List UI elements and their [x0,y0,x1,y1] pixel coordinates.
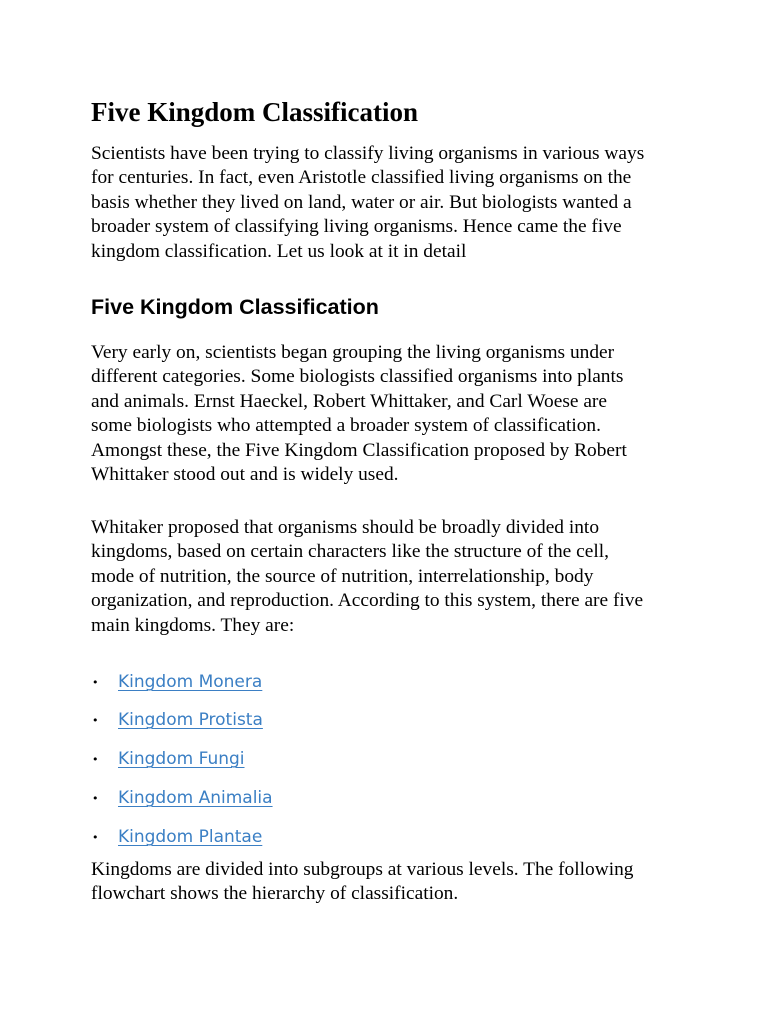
link-kingdom-fungi[interactable]: Kingdom Fungi [118,749,245,769]
closing-line: flowchart shows the hierarchy of classification. [91,883,459,905]
bullet-icon: • [92,714,99,727]
intro-line: for centuries. In fact, even Aristotle classified living organisms on the [91,167,632,189]
bullet-icon: • [92,792,99,805]
closing-line: Kingdoms are divided into subgroups at various levels. The following [91,859,634,880]
link-kingdom-plantae[interactable]: Kingdom Plantae [118,827,263,847]
bullet-icon: • [92,831,99,844]
history-line: and animals. Ernst Haeckel, Robert Whittaker, and Carl Woese are [91,390,607,412]
criteria-paragraph [91,516,691,638]
history-paragraph [91,341,691,487]
criteria-line: main kingdoms. They are: [91,614,295,636]
criteria-line: Whitaker proposed that organisms should be broadly divided into [91,517,600,538]
criteria-line: organization, and reproduction. According to this system, there are five [91,590,644,612]
criteria-line: kingdoms, based on certain characters like the structure of the cell, [91,541,609,563]
intro-line: Scientists have been trying to classify living organisms in various ways [91,143,645,164]
section-heading: Five Kingdom Classification [91,295,379,319]
bullet-icon: • [92,753,99,766]
closing-paragraph [91,858,691,907]
intro-line: kingdom classification. Let us look at it in detail [91,240,467,262]
history-line: Amongst these, the Five Kingdom Classification proposed by Robert [91,439,627,461]
document-title: Five Kingdom Classification [91,97,419,127]
intro-paragraph [91,142,691,264]
criteria-line: mode of nutrition, the source of nutrition, interrelationship, body [91,565,594,587]
link-kingdom-monera[interactable]: Kingdom Monera [118,672,263,692]
intro-line: basis whether they lived on land, water or air. But biologists wanted a [91,191,632,213]
history-line: Very early on, scientists began grouping the living organisms under [91,342,615,363]
history-line: different categories. Some biologists classified organisms into plants [91,366,624,388]
history-line: Whittaker stood out and is widely used. [91,464,399,486]
link-kingdom-protista[interactable]: Kingdom Protista [118,710,263,730]
intro-line: broader system of classifying living organisms. Hence came the five [91,216,622,238]
link-kingdom-animalia[interactable]: Kingdom Animalia [118,788,273,808]
bullet-icon: • [92,676,99,689]
history-line: some biologists who attempted a broader system of classification. [91,415,601,437]
